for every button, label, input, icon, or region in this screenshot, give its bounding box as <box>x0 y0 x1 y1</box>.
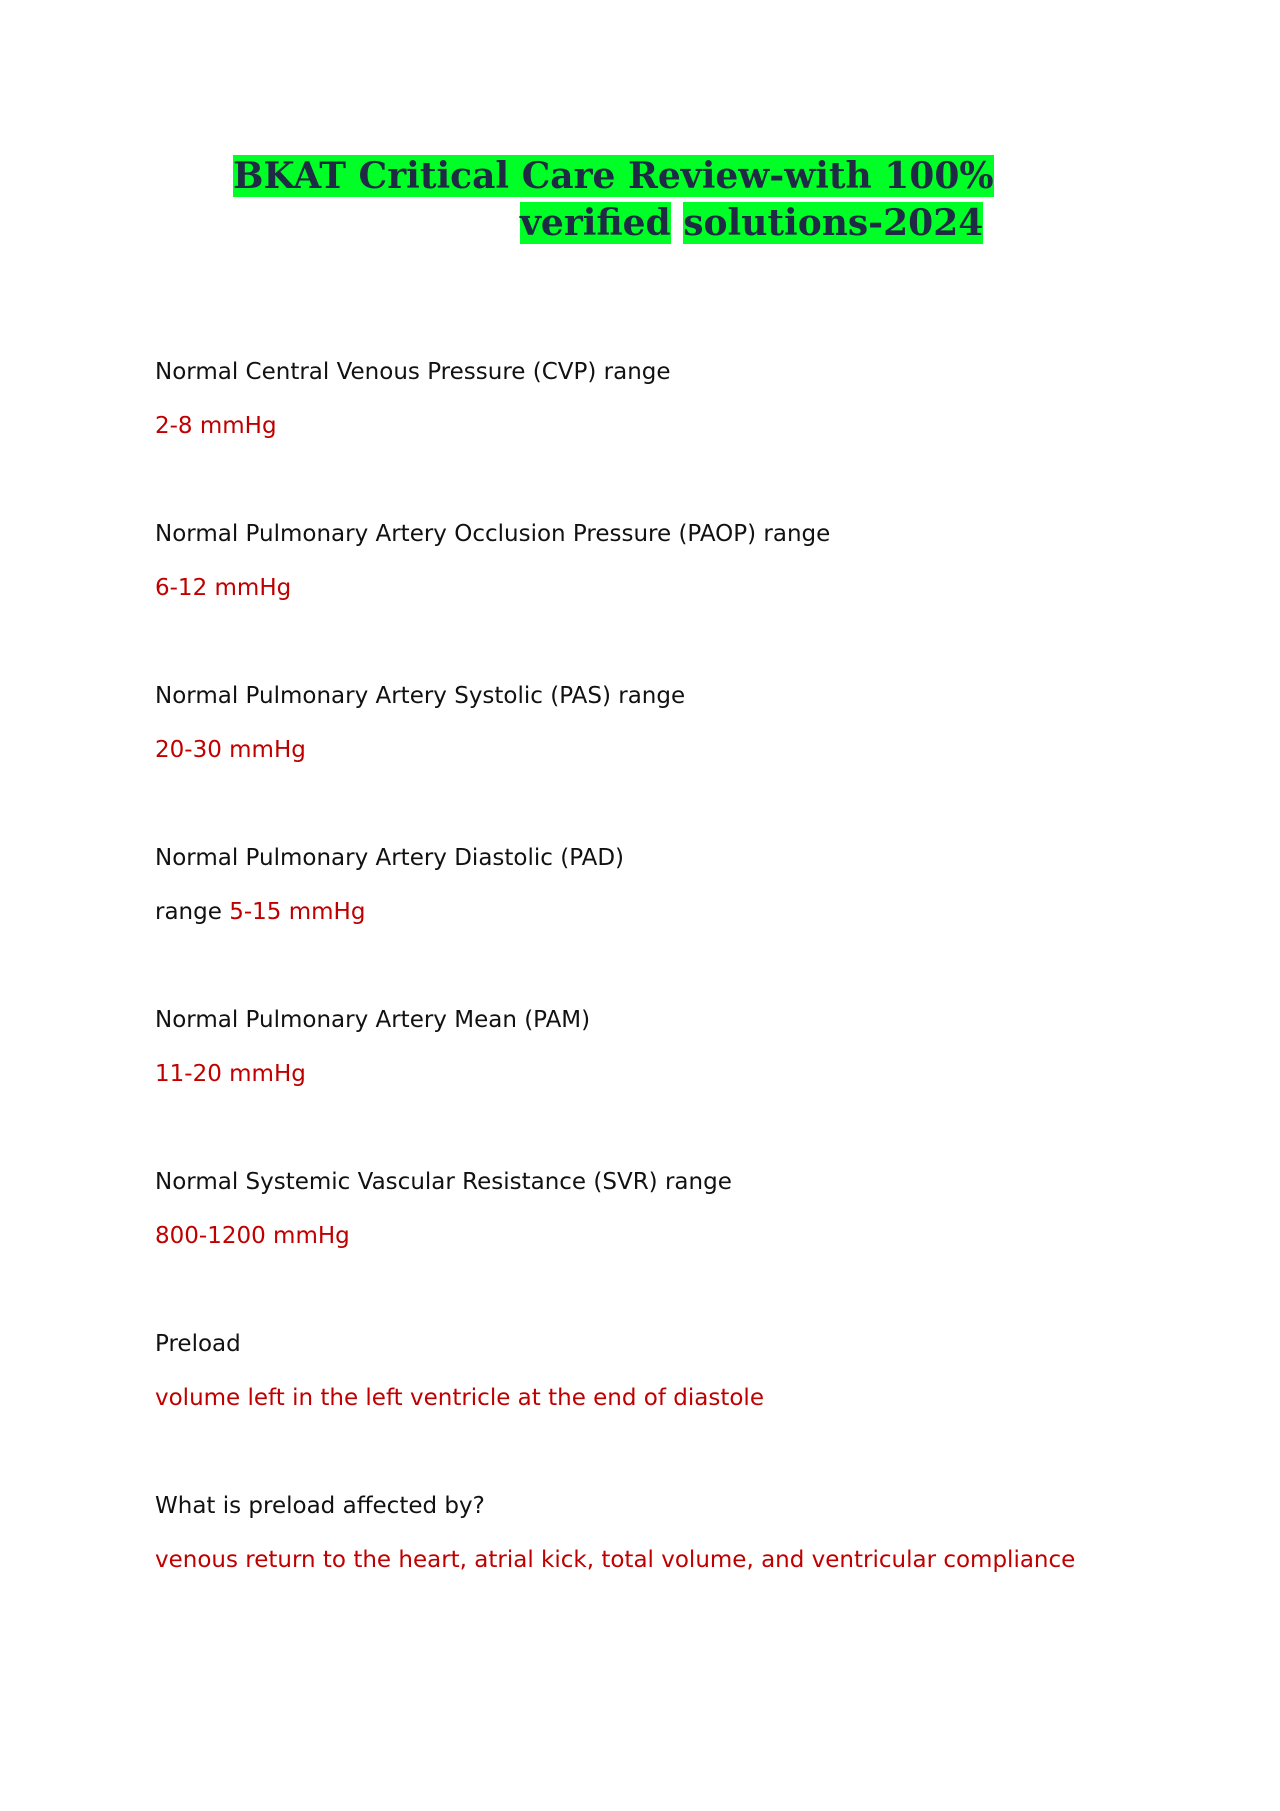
question-pam: Normal Pulmonary Artery Mean (PAM) <box>155 1007 591 1033</box>
question-cvp: Normal Central Venous Pressure (CVP) range <box>155 359 671 385</box>
question-preload: Preload <box>155 1331 241 1357</box>
answer-cvp: 2-8 mmHg <box>155 413 277 439</box>
answer-preload: volume left in the left ventricle at the end of diastole <box>155 1385 764 1411</box>
answer-pad: 5-15 mmHg <box>229 899 366 925</box>
document-title-line-1 <box>233 154 994 198</box>
title-highlight-2a: verified <box>520 202 671 244</box>
title-highlight-2b: solutions-2024 <box>683 202 984 244</box>
title-highlight-1: BKAT Critical Care Review-with 100% <box>233 155 994 197</box>
question-paop: Normal Pulmonary Artery Occlusion Pressure (PAOP) range <box>155 521 831 547</box>
answer-prefix-pad: range <box>155 899 222 925</box>
answer-svr: 800-1200 mmHg <box>155 1223 350 1249</box>
document-title-line-2 <box>520 201 983 245</box>
answer-pam: 11-20 mmHg <box>155 1061 306 1087</box>
question-preload-factors: What is preload affected by? <box>155 1493 485 1519</box>
answer-line-pad <box>155 897 365 927</box>
answer-pas: 20-30 mmHg <box>155 737 306 763</box>
question-svr: Normal Systemic Vascular Resistance (SVR) range <box>155 1169 732 1195</box>
question-pad: Normal Pulmonary Artery Diastolic (PAD) <box>155 845 625 871</box>
answer-paop: 6-12 mmHg <box>155 575 292 601</box>
question-pas: Normal Pulmonary Artery Systolic (PAS) range <box>155 683 686 709</box>
answer-preload-factors: venous return to the heart, atrial kick, total volume, and ventricular compliance <box>155 1547 1076 1573</box>
